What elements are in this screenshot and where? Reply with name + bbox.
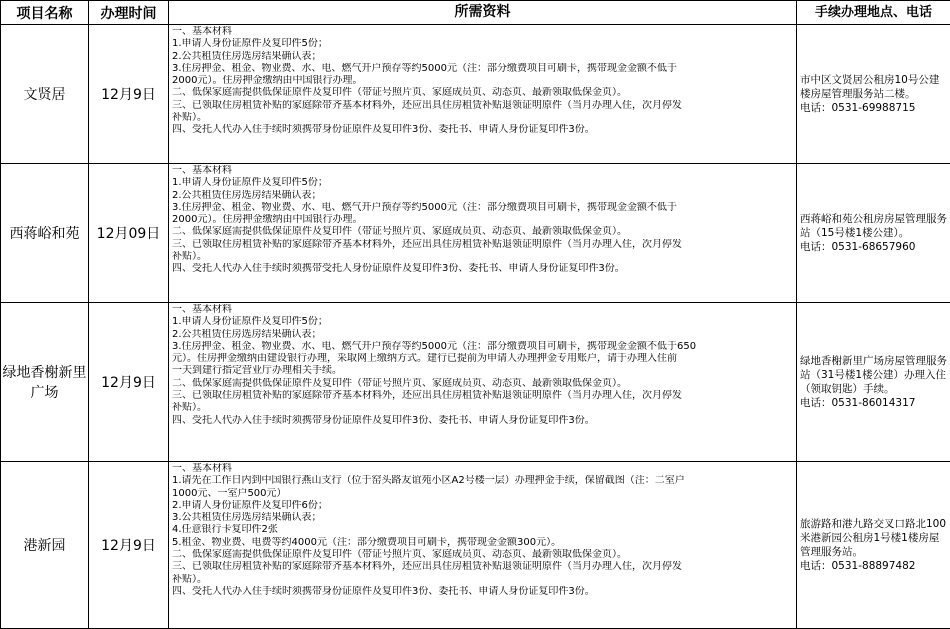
project-name: 港新园 xyxy=(1,462,89,629)
doc-line: 四、受托人代办入住手续时须携带身份证原件及复印件3份、委托书、申请人身份证复印件3份。 xyxy=(172,586,795,598)
location-phone-number: 电话：0531-86014317 xyxy=(800,396,948,410)
location-phone xyxy=(797,25,950,164)
location-address: 旅游路和港九路交叉口路北100米港新园公租房1号楼1楼房屋管理服务站。 xyxy=(800,517,948,559)
doc-line: 三、已领取住房租赁补贴的家庭除带齐基本材料外，还应出具住房租赁补贴退领证明原件（当月办理入住，次月停发 xyxy=(172,239,795,251)
table-row xyxy=(1,25,950,164)
table-row xyxy=(1,462,950,629)
doc-line: 一、基本材料 xyxy=(172,304,795,316)
doc-line: 补贴）。 xyxy=(172,112,795,124)
doc-line: 2.申请人身份证原件及复印件6份； xyxy=(172,500,795,512)
location-phone xyxy=(797,303,950,462)
header-row xyxy=(1,1,950,25)
doc-line: 三、已领取住房租赁补贴的家庭除带齐基本材料外，还应出具住房租赁补贴退领证明原件（当月办理入住，次月停发 xyxy=(172,100,795,112)
doc-line: 2000元）。住房押金缴纳由中国银行办理。 xyxy=(172,214,795,226)
table-row xyxy=(1,303,950,462)
doc-line: 2.公共租赁住房选房结果确认表； xyxy=(172,190,795,202)
required-docs xyxy=(169,303,797,462)
location-phone xyxy=(797,462,950,629)
doc-line: 一天到建行指定营业厅办理相关手续。 xyxy=(172,365,795,377)
doc-line: 1.申请人身份证原件及复印件5份； xyxy=(172,38,795,50)
doc-line: 3.住房押金、租金、物业费、水、电、燃气开户预存等约5000元（注：部分缴费项目可刷卡，携带现金金额不低于 xyxy=(172,63,795,75)
doc-line: 二、低保家庭需提供低保证原件及复印件（带证号照片页、家庭成员页、动态页、最新领取低保金页）。 xyxy=(172,87,795,99)
doc-line: 一、基本材料 xyxy=(172,26,795,38)
location-address: 西蒋峪和苑公租房房屋管理服务站（15号楼1楼公建）。 xyxy=(800,212,948,240)
doc-line: 1.申请人身份证原件及复印件5份； xyxy=(172,177,795,189)
doc-line: 3.住房押金、租金、物业费、水、电、燃气开户预存等约5000元（注：部分缴费项目可刷卡，携带现金金额不低于 xyxy=(172,202,795,214)
doc-line: 1.申请人身份证原件及复印件5份； xyxy=(172,316,795,328)
doc-line: 1000元、一室户500元） xyxy=(172,488,795,500)
doc-line: 二、低保家庭需提供低保证原件及复印件（带证号照片页、家庭成员页、动态页、最新领取低保金页）。 xyxy=(172,226,795,238)
process-time: 12月09日 xyxy=(89,164,169,303)
process-time: 12月9日 xyxy=(89,303,169,462)
header-place: 手续办理地点、电话 xyxy=(797,1,950,25)
doc-line: 2000元）。住房押金缴纳由中国银行办理。 xyxy=(172,75,795,87)
doc-line: 元）。住房押金缴纳由建设银行办理，采取网上缴纳方式。建行已提前为申请人办理押金专用账户，请于办理入住前 xyxy=(172,353,795,365)
doc-line: 三、已领取住房租赁补贴的家庭除带齐基本材料外，还应出具住房租赁补贴退领证明原件（当月办理入住，次月停发 xyxy=(172,390,795,402)
doc-line: 四、受托人代办入住手续时须携带身份证原件及复印件3份、委托书、申请人身份证复印件3份。 xyxy=(172,415,795,427)
header-name: 项目名称 xyxy=(1,1,89,25)
doc-line: 5.租金、物业费、电费等约4000元（注：部分缴费项目可刷卡，携带现金金额300元）。 xyxy=(172,537,795,549)
doc-line: 4.任意银行卡复印件2张 xyxy=(172,524,795,536)
process-time: 12月9日 xyxy=(89,462,169,629)
header-time: 办理时间 xyxy=(89,1,169,25)
doc-line: 2.公共租赁住房选房结果确认表； xyxy=(172,329,795,341)
doc-line: 一、基本材料 xyxy=(172,463,795,475)
location-phone-number: 电话：0531-88897482 xyxy=(800,559,948,573)
doc-line: 补贴）。 xyxy=(172,574,795,586)
header-docs: 所需资料 xyxy=(169,1,797,25)
location-address: 市中区文贤居公租房10号公建楼房屋管理服务站二楼。 xyxy=(800,73,948,101)
doc-line: 补贴）。 xyxy=(172,402,795,414)
process-time: 12月9日 xyxy=(89,25,169,164)
project-name: 绿地香榭新里广场 xyxy=(1,303,89,462)
doc-line: 四、受托人代办入住手续时须携带身份证原件及复印件3份、委托书、申请人身份证复印件3份。 xyxy=(172,124,795,136)
doc-line: 2.公共租赁住房选房结果确认表； xyxy=(172,51,795,63)
doc-line: 1.请先在工作日内到中国银行燕山支行（位于窑头路友谊苑小区A2号楼一层）办理押金手续，保留截图（注：二室户 xyxy=(172,475,795,487)
doc-line: 一、基本材料 xyxy=(172,165,795,177)
required-docs xyxy=(169,462,797,629)
doc-line: 三、已领取住房租赁补贴的家庭除带齐基本材料外，还应出具住房租赁补贴退领证明原件（当月办理入住，次月停发 xyxy=(172,561,795,573)
location-phone-number: 电话：0531-68657960 xyxy=(800,240,948,254)
doc-line: 3.公共租赁住房选房结果确认表； xyxy=(172,512,795,524)
project-name: 文贤居 xyxy=(1,25,89,164)
table-row xyxy=(1,164,950,303)
required-docs xyxy=(169,164,797,303)
doc-line: 二、低保家庭需提供低保证原件及复印件（带证号照片页、家庭成员页、动态页、最新领取低保金页）。 xyxy=(172,549,795,561)
project-name: 西蒋峪和苑 xyxy=(1,164,89,303)
doc-line: 补贴）。 xyxy=(172,251,795,263)
doc-line: 四、受托人代办入住手续时须携带受托人身份证原件及复印件3份、委托书、申请人身份证复印件3份。 xyxy=(172,263,795,275)
doc-line: 3.住房押金、租金、物业费、水、电、燃气开户预存等约5000元（注：部分缴费项目可刷卡，携带现金金额不低于650 xyxy=(172,341,795,353)
location-phone xyxy=(797,164,950,303)
doc-line: 二、低保家庭需提供低保证原件及复印件（带证号照片页、家庭成员页、动态页、最新领取低保金页）。 xyxy=(172,378,795,390)
location-phone-number: 电话：0531-69988715 xyxy=(800,101,948,115)
location-address: 绿地香榭新里广场房屋管理服务站（31号楼1楼公建）办理入住（领取钥匙）手续。 xyxy=(800,354,948,396)
required-docs xyxy=(169,25,797,164)
